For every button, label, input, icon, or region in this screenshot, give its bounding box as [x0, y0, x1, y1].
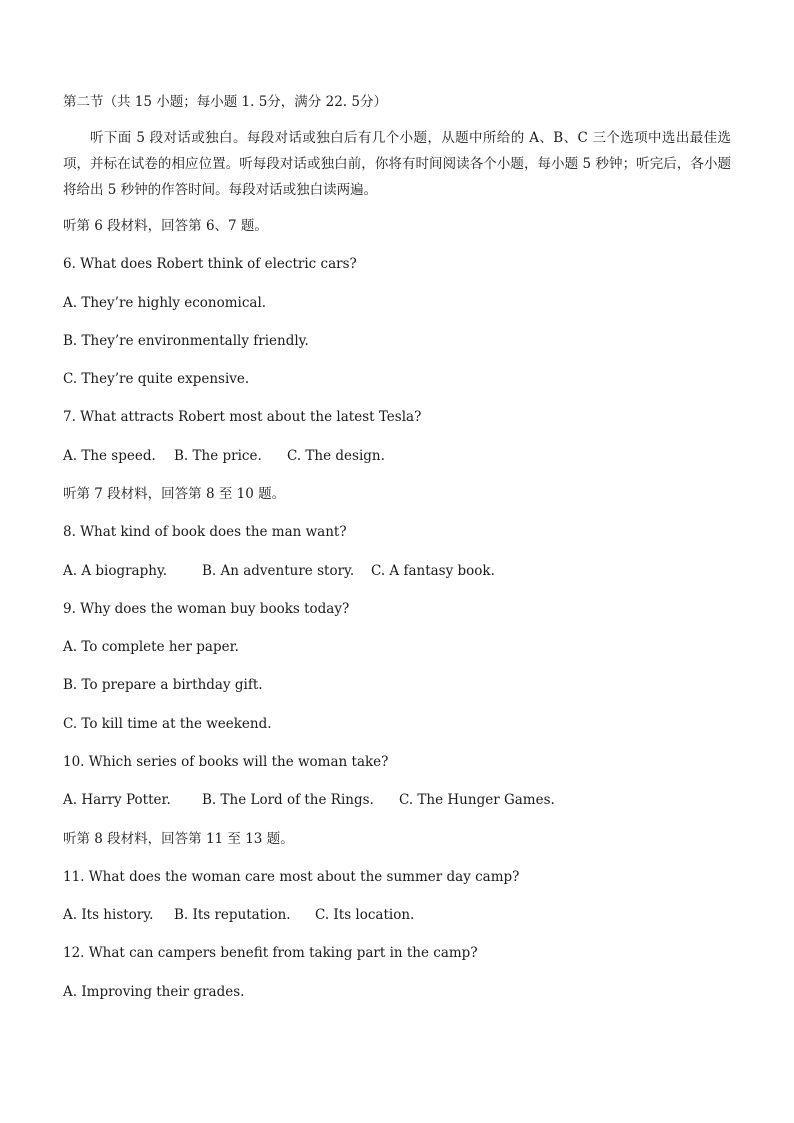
question-11-option-a: A. Its history.: [63, 907, 154, 923]
question-6-option-c: C. They’re quite expensive.: [63, 371, 250, 387]
question-7-option-c: C. The design.: [287, 448, 385, 464]
question-8-option-b: B. An adventure story.: [202, 563, 355, 579]
question-7-stem: 7. What attracts Robert most about the latest Tesla?: [63, 409, 422, 425]
material-7-heading: 听第 7 段材料，回答第 8 至 10 题。: [63, 486, 286, 502]
section-instructions: 听下面 5 段对话或独白。每段对话或独白后有几个小题，从题中所给的 A、B、C 三个选项中选出最佳选项，并标在试卷的相应位置。听每段对话或独白前，你将有时间阅读各个小题，每小题 5 秒钟；听完后，各小题将给出 5 秒钟的作答时间。每段对话或独白读两遍。: [63, 130, 731, 198]
question-6-option-b: B. They’re environmentally friendly.: [63, 333, 309, 349]
question-11-options: [63, 904, 734, 926]
question-12-stem: 12. What can campers benefit from taking part in the camp?: [63, 945, 478, 961]
question-7-options: [63, 445, 734, 467]
material-8-heading: 听第 8 段材料，回答第 11 至 13 题。: [63, 831, 294, 847]
question-6-stem: 6. What does Robert think of electric cars?: [63, 256, 357, 272]
question-8-options: [63, 560, 734, 582]
question-8-option-c: C. A fantasy book.: [371, 563, 495, 579]
question-11-option-b: B. Its reputation.: [174, 907, 291, 923]
question-9-stem: 9. Why does the woman buy books today?: [63, 601, 350, 617]
question-10-option-a: A. Harry Potter.: [63, 792, 171, 808]
material-6-heading: 听第 6 段材料，回答第 6、7 题。: [63, 218, 268, 234]
question-9-option-c: C. To kill time at the weekend.: [63, 716, 272, 732]
question-6-option-a: A. They’re highly economical.: [63, 295, 267, 311]
question-11-option-c: C. Its location.: [315, 907, 415, 923]
question-7-option-b: B. The price.: [174, 448, 262, 464]
question-8-option-a: A. A biography.: [63, 563, 168, 579]
section-title: 第二节（共 15 小题；每小题 1. 5分，满分 22. 5分）: [63, 94, 387, 110]
question-8-stem: 8. What kind of book does the man want?: [63, 524, 347, 540]
question-11-stem: 11. What does the woman care most about the summer day camp?: [63, 869, 520, 885]
question-12-option-a: A. Improving their grades.: [63, 984, 245, 1000]
question-10-option-b: B. The Lord of the Rings.: [202, 792, 374, 808]
question-7-option-a: A. The speed.: [63, 448, 156, 464]
question-9-option-a: A. To complete her paper.: [63, 639, 239, 655]
question-9-option-b: B. To prepare a birthday gift.: [63, 677, 263, 693]
question-10-option-c: C. The Hunger Games.: [399, 792, 555, 808]
question-10-options: [63, 789, 734, 811]
question-10-stem: 10. Which series of books will the woman take?: [63, 754, 389, 770]
